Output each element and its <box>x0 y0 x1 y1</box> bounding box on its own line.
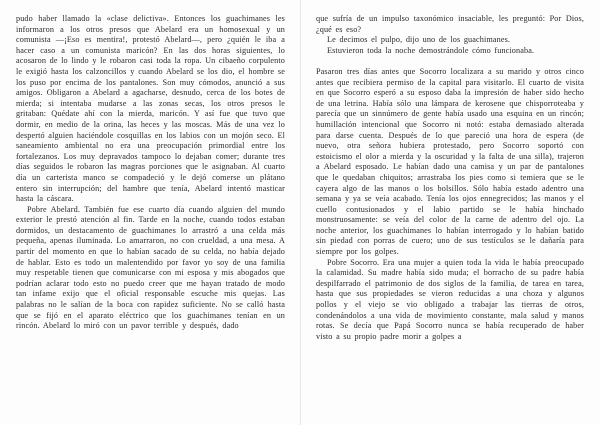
paragraph: pudo haber llamado la «clase delictiva». Entonces los guachimanes les informaron a los otros presos que Abelard era un homosexual y un comunista —¡Eso es mentira!, protestó Abelard—, pero ¿quién le iba a hacer caso a un comunista maricón? En las dos horas siguientes, lo acosaron de lo lindo y le robaron casi toda la ropa. Un cibaeño corpulento le exigió hasta los calzoncillos y cuando Abelard se los dio, el hombre se los puso por encima de los pantalones. Son muy cómodos, anunció a sus amigos. Obligaron a Abelard a agacharse, desnudo, cerca de los botes de mierda; si intentaba mudarse a las zonas secas, los otros presos le gritaban: Quédate ahí con la mierda, maricón. Y así fue que tuvo que dormir, en medio de la orina, las heces y las moscas. Más de una vez lo despertó alguien haciéndole cosquillas en los labios con un mojón seco. El saneamiento ambiental no era una preocupación primordial entre los fortalezanos. Los muy depravados tampoco lo dejaban comer; durante tres días seguidos le robaron las magras porciones que le asignaban. Al cuarto día un carterista manco se compadeció y le dejó comerse un plátano entero sin interrupción; del hambre que tenía, Abelard intentó masticar hasta la cáscara. <box>16 14 285 204</box>
paragraph: Pasaron tres días antes que Socorro localizara a su marido y otros cinco antes que recibiera permiso de la capital para visitarlo. El cuarto de visita en que Socorro esperó a su esposo daba la impresión de haber sido hecho de una letrina. Había sólo una lámpara de kerosene que chisporroteaba y parecía que un sinnúmero de gente había usado una esquina en un rincón; humillación intencional que Socorro ni notó: estaba demasiado alterada para darse cuenta. Después de lo que pareció una hora de espera (de nuevo, otra señora hubiera protestado, pero Socorro soportó con estoicismo el olor a mierda y la oscuridad y la falta de una silla), trajeron a Abelard esposado. Le habían dado una camisa y un par de pantalones que le quedaban chiquitos; arrastraba los pies como si temiera que se le cayera algo de las manos o los bolsillos. Sólo había estado adentro una semana y ya se veía acabado. Tenía los ojos ennegrecidos; las manos y el cuello contusionados y el labio partido se le había hinchado monstruosamente: se veía del color de la carne de adentro del ojo. La noche anterior, los guachimanes lo habían interrogado y lo habían batido sin piedad con porras de cuero; uno de sus testículos se le dañaría para siempre por los golpes. <box>316 66 584 257</box>
paragraph: Pobre Socorro. Era una mujer a quien toda la vida le había preocupado la calamidad. Su madre había sido muda; el borracho de su padre había despilfarrado el patrimonio de dos siglos de la familia, de tarea en tarea, hasta que sus propiedades se vieron reducidas a una choza y algunos pollos y el viejo se vio obligado a trabajar las tierras de otros, condenándolos a una vida de movimiento constante, mala salud y manos rotas. Se decía que Papá Socorro nunca se había recuperado de haber visto a su propio padre morir a golpes a <box>316 257 584 341</box>
right-page <box>300 0 600 425</box>
paragraph: Pobre Abelard. También fue ese cuarto día cuando alguien del mundo exterior le prestó atención al fin. Tarde en la noche, cuando todos estaban dormidos, un destacamento de guachimanes lo arrastró a una celda más pequeña, apenas iluminada. Lo amarraron, no con crueldad, a una mesa. A partir del momento en que lo habían sacado de su celda, no había dejado de hablar. Esto es todo un malentendido por favor yo soy de una familia muy respetable tienen que comunicarse con mi esposa y mis abogados que podrían aclarar todo esto no puedo creer que me hayan tratado de modo tan infame exijo que el oficial responsable escuche mis quejas. Las palabras no le salían de la boca con rapidez suficiente. No se calló hasta que se fijó en el aparato eléctrico que los guachimanes tenían en un rincón. Abelard lo miró con un pavor terrible y después, dado <box>16 204 285 331</box>
paragraph: Estuvieron toda la noche demostrándole cómo funcionaba. <box>327 45 535 55</box>
paragraph: Le decimos el pulpo, dijo uno de los guachimanes. <box>327 35 511 45</box>
paragraph: que sufría de un impulso taxonómico insaciable, les preguntó: Por Dios, ¿qué es eso? <box>316 14 584 34</box>
